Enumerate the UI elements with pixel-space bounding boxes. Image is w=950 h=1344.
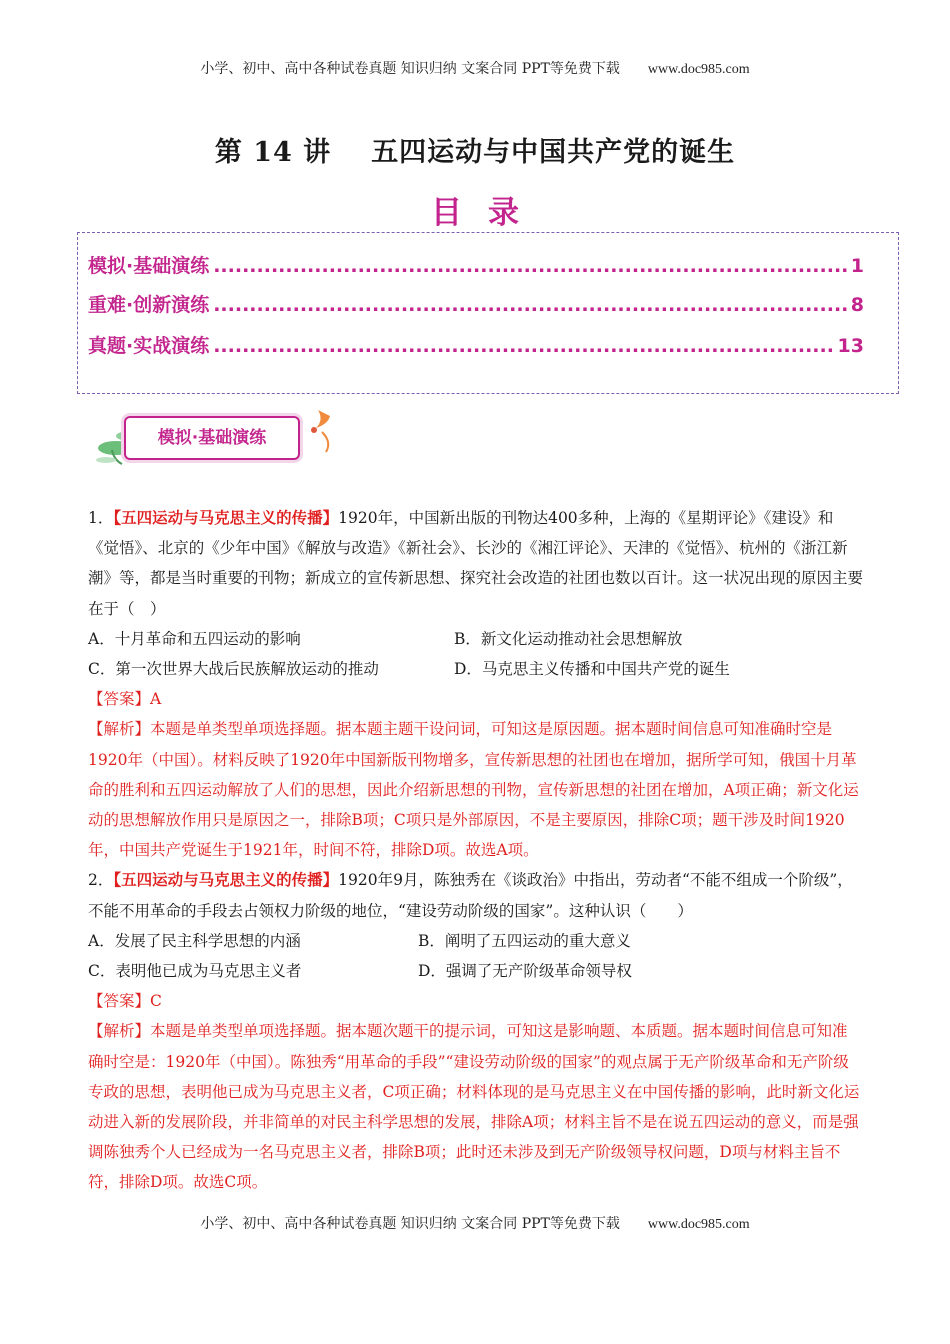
option-b[interactable]: B．新文化运动推动社会思想解放 <box>454 629 683 648</box>
question-stem <box>88 865 863 925</box>
analysis-paragraph <box>88 714 863 865</box>
analysis-paragraph <box>88 1016 863 1197</box>
option-row <box>88 926 863 956</box>
option-a[interactable]: A．发展了民主科学思想的内涵 <box>88 931 301 950</box>
analysis-text: 本题是单类型单项选择题。据本题次题干的提示词，可知这是影响题、本质题。据本题时间信息可知准确时空是：1920年（中国）。陈独秀“用革命的手段”“建设劳动阶级的国家”的观点属于无产阶级革命和无产阶级专政的思想，表明他已成为马克思主义者，C项正确；材料体现的是马克思主义在中国传播的影响，此时新文化运动进入新的发展阶段，并非简单的对民主科学思想的发展，排除A项；材料主旨不是在说五四运动的意义，而是强调陈独秀个人已经成为一名马克思主义者，排除B项；此时还未涉及到无产阶级领导权问题，D项与材料主旨不符，排除D项。故选C项。 <box>88 1022 860 1192</box>
option-a[interactable]: A．十月革命和五四运动的影响 <box>88 629 301 648</box>
header-site-link[interactable]: www.doc985.com <box>647 62 750 77</box>
question-1 <box>88 503 863 865</box>
option-c[interactable]: C．表明他已成为马克思主义者 <box>88 962 302 981</box>
question-2 <box>88 865 863 1197</box>
section-banner-label: 模拟·基础演练 <box>157 428 267 448</box>
question-number: 1． <box>88 509 114 527</box>
option-row <box>88 956 863 986</box>
question-number: 2． <box>88 871 114 890</box>
page-header <box>0 58 950 78</box>
toc-item-page: 1 <box>850 255 864 277</box>
question-list <box>88 503 863 1198</box>
option-b[interactable]: B．阐明了五四运动的重大意义 <box>418 931 631 950</box>
page-footer <box>0 1213 950 1233</box>
analysis-text: 本题是单类型单项选择题。据本题主题干设问词，可知这是原因题。据本题时间信息可知准确时空是1920年（中国）。材料反映了1920年中国新版刊物增多，宣传新思想的社团也在增加，据所学可知，俄国十月革命的胜利和五四运动解放了人们的思想，因此介绍新思想的刊物，宣传新思想的社团在增加，A项正确；新文化运动的思想解放作用只是原因之一，排除B项；C项只是外部原因，不是主要原因，排除C项；题干涉及时间1920年，中国共产党诞生于1921年，时间不符，排除D项。故选A项。 <box>88 720 859 860</box>
option-row <box>88 654 863 684</box>
toc-leader-dots <box>213 294 847 316</box>
toc-leader-dots <box>213 255 847 277</box>
question-text: 1920年，中国新出版的刊物达400多种，上海的《星期评论》《建设》和《觉悟》、北京的《少年中国》《解放与改造》《新社会》、长沙的《湘江评论》、天津的《觉悟》、杭州的《浙江新潮》等，都是当时重要的刊物；新成立的宣传新思想、探究社会改造的社团也数以百计。这一状况出现的原因主要在于（ ） <box>88 509 864 618</box>
header-text: 小学、初中、高中各种试卷真题 知识归纳 文案合同 PPT等免费下载 <box>200 61 620 77</box>
toc-item-page: 8 <box>850 294 864 316</box>
option-c[interactable]: C．第一次世界大战后民族解放运动的推动 <box>88 660 379 679</box>
toc-item-advanced[interactable] <box>88 290 864 317</box>
lecture-number: 第 14 讲 <box>214 137 332 168</box>
analysis-label: 【解析】 <box>88 720 151 739</box>
toc-item-label: 重难·创新演练 <box>88 294 210 316</box>
toc-item-basic[interactable] <box>88 251 864 278</box>
question-tag: 【五四运动与马克思主义的传播】 <box>113 508 339 527</box>
toc-item-label: 真题·实战演练 <box>88 335 210 357</box>
option-d[interactable]: D．强调了无产阶级革命领导权 <box>418 962 632 981</box>
question-tag: 【五四运动与马克思主义的传播】 <box>113 870 339 890</box>
question-stem <box>88 503 863 624</box>
question-text: 1920年9月，陈独秀在《谈政治》中指出，劳动者“不能不组成一个阶级”，不能不用革命的手段去占领权力阶级的地位，“建设劳动阶级的国家”。这种认识（ ） <box>88 871 853 920</box>
option-d[interactable]: D．马克思主义传播和中国共产党的诞生 <box>454 660 730 679</box>
page-title <box>0 130 950 169</box>
answer-line: 【答案】A <box>88 690 162 709</box>
toc-item-page: 13 <box>837 335 864 357</box>
section-banner <box>92 406 342 468</box>
toc-item-real-exam[interactable] <box>88 331 864 358</box>
footer-text: 小学、初中、高中各种试卷真题 知识归纳 文案合同 PPT等免费下载 <box>200 1216 620 1232</box>
toc-heading: 目录 <box>431 195 545 231</box>
toc-item-label: 模拟·基础演练 <box>88 255 210 277</box>
toc-leader-dots <box>213 335 833 357</box>
lecture-topic: 五四运动与中国共产党的诞生 <box>371 137 736 168</box>
footer-site-link[interactable]: www.doc985.com <box>647 1217 750 1232</box>
option-row <box>88 624 863 654</box>
table-of-contents <box>77 232 899 394</box>
answer-line: 【答案】C <box>88 992 162 1011</box>
analysis-label: 【解析】 <box>88 1022 151 1041</box>
